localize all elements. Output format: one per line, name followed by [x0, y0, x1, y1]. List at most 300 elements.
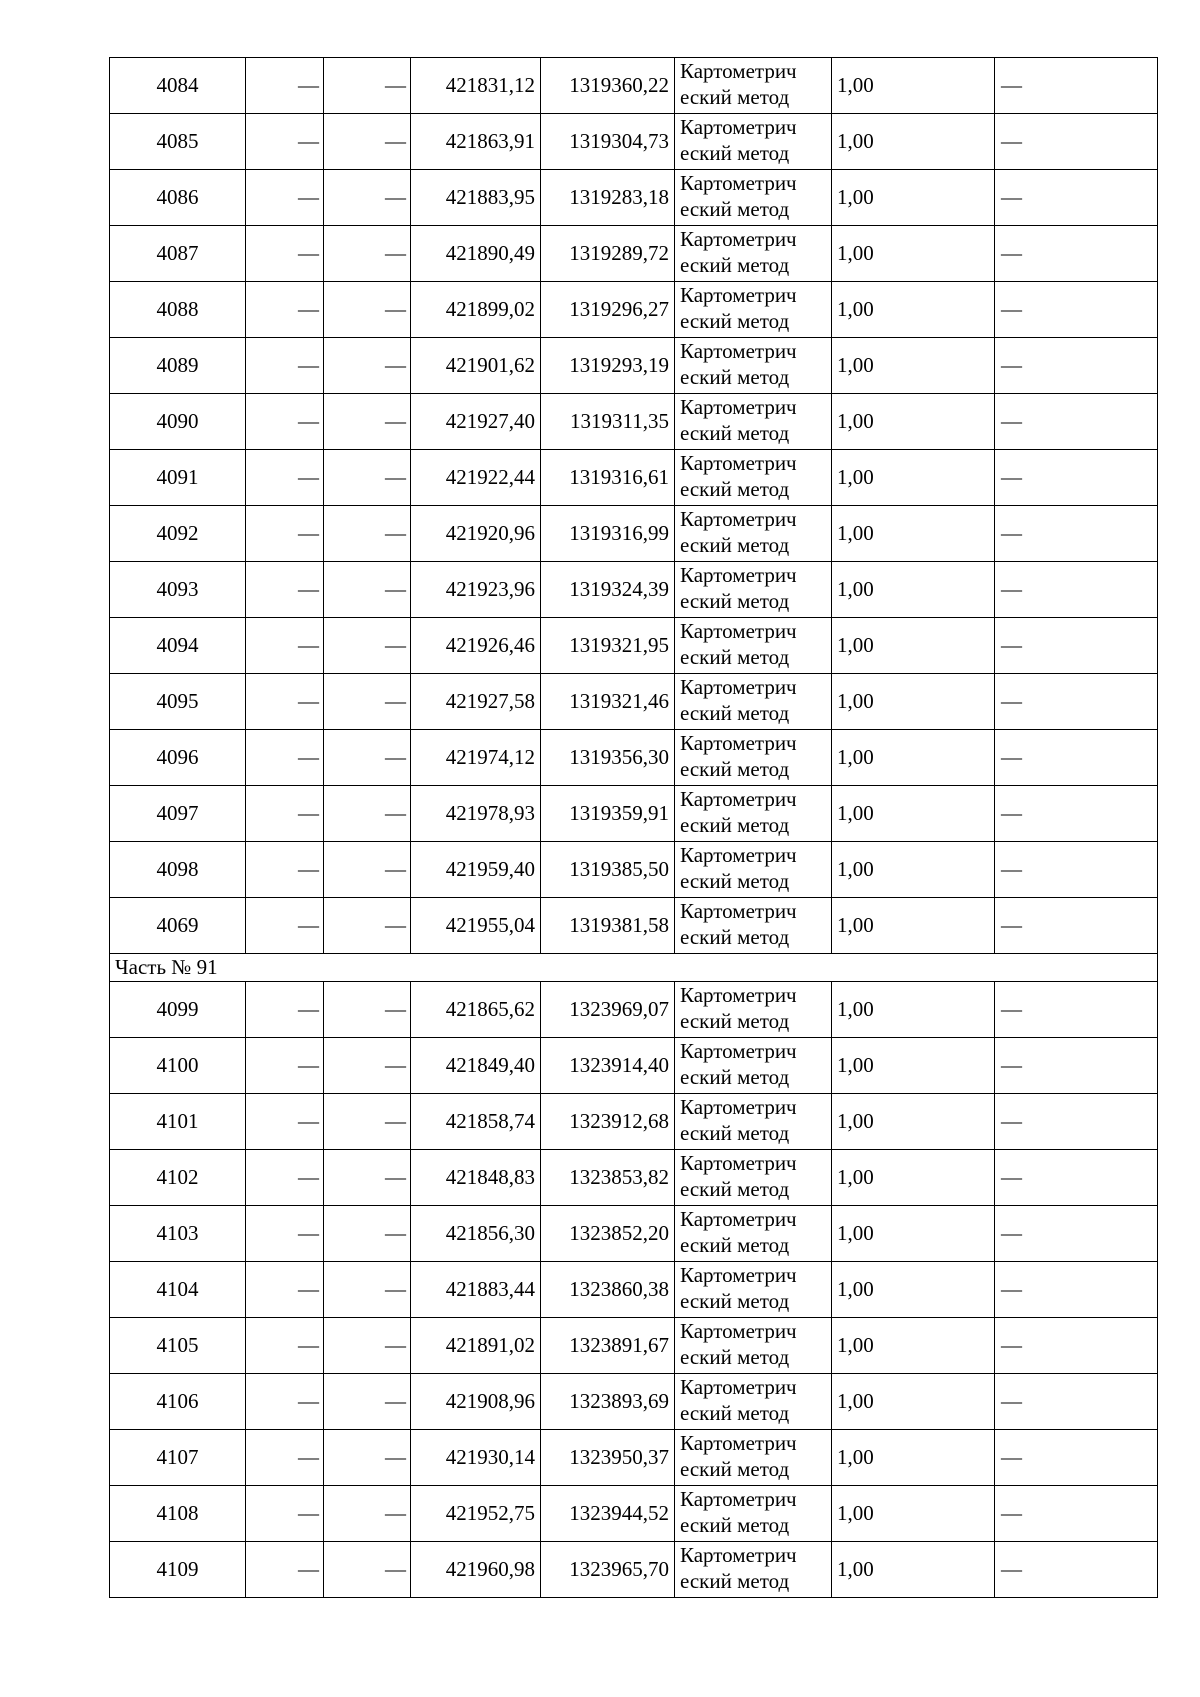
- method-line-2: еский метод: [680, 1345, 790, 1369]
- note-dash: —: [1001, 745, 1022, 769]
- method-line-1: Картометрич: [680, 59, 797, 83]
- point-number-cell: [110, 786, 246, 842]
- point-number-cell: [110, 394, 246, 450]
- empty-cell-2: [324, 786, 411, 842]
- empty-cell-1: [246, 1094, 324, 1150]
- accuracy-value: 1,00: [837, 521, 874, 545]
- method-cell: [675, 674, 832, 730]
- empty-cell-2: [324, 1486, 411, 1542]
- method-line-2: еский метод: [680, 925, 790, 949]
- dash-1: —: [298, 521, 319, 545]
- point-number-cell: [110, 1038, 246, 1094]
- point-number: 4088: [156, 297, 199, 321]
- y-coordinate: 1319359,91: [569, 801, 669, 825]
- dash-2: —: [385, 577, 406, 601]
- y-coordinate: 1319289,72: [569, 241, 669, 265]
- y-coordinate: 1319356,30: [569, 745, 669, 769]
- y-coordinate: 1319293,19: [569, 353, 669, 377]
- empty-cell-1: [246, 982, 324, 1038]
- point-number: 4094: [156, 633, 199, 657]
- empty-cell-1: [246, 1262, 324, 1318]
- method-line-2: еский метод: [680, 533, 790, 557]
- empty-cell-1: [246, 1318, 324, 1374]
- table-row: [110, 1150, 1158, 1206]
- y-coordinate-cell: [541, 1374, 675, 1430]
- table-row: [110, 1262, 1158, 1318]
- empty-cell-2: [324, 1262, 411, 1318]
- table-row: [110, 394, 1158, 450]
- point-number-cell: [110, 1318, 246, 1374]
- x-coordinate-cell: [411, 1374, 541, 1430]
- method-cell: [675, 1542, 832, 1598]
- y-coordinate-cell: [541, 1318, 675, 1374]
- method-line-1: Картометрич: [680, 843, 797, 867]
- table-row: [110, 1318, 1158, 1374]
- method-line-2: еский метод: [680, 253, 790, 277]
- accuracy-cell: [832, 786, 995, 842]
- point-number: 4087: [156, 241, 199, 265]
- note-cell: [995, 1430, 1158, 1486]
- table-row: [110, 1094, 1158, 1150]
- note-dash: —: [1001, 857, 1022, 881]
- method-line-1: Картометрич: [680, 339, 797, 363]
- method-line-2: еский метод: [680, 1569, 790, 1593]
- y-coordinate: 1323914,40: [569, 1053, 669, 1077]
- method-line-1: Картометрич: [680, 1375, 797, 1399]
- x-coordinate: 421959,40: [445, 857, 535, 881]
- accuracy-value: 1,00: [837, 1053, 874, 1077]
- dash-2: —: [385, 1221, 406, 1245]
- x-coordinate: 421899,02: [445, 297, 535, 321]
- note-cell: [995, 338, 1158, 394]
- y-coordinate-cell: [541, 170, 675, 226]
- x-coordinate-cell: [411, 58, 541, 114]
- x-coordinate-cell: [411, 394, 541, 450]
- empty-cell-1: [246, 338, 324, 394]
- point-number: 4101: [156, 1109, 199, 1133]
- empty-cell-1: [246, 674, 324, 730]
- point-number-cell: [110, 1542, 246, 1598]
- point-number: 4104: [156, 1277, 199, 1301]
- section-header-cell: [110, 954, 1158, 982]
- note-cell: [995, 226, 1158, 282]
- note-dash: —: [1001, 1389, 1022, 1413]
- table-row: [110, 1038, 1158, 1094]
- dash-1: —: [298, 241, 319, 265]
- y-coordinate-cell: [541, 1430, 675, 1486]
- point-number: 4089: [156, 353, 199, 377]
- accuracy-cell: [832, 898, 995, 954]
- dash-1: —: [298, 129, 319, 153]
- note-dash: —: [1001, 465, 1022, 489]
- method-line-2: еский метод: [680, 1233, 790, 1257]
- y-coordinate: 1323853,82: [569, 1165, 669, 1189]
- x-coordinate: 421891,02: [445, 1333, 535, 1357]
- dash-1: —: [298, 353, 319, 377]
- point-number: 4107: [156, 1445, 199, 1469]
- note-cell: [995, 114, 1158, 170]
- method-line-1: Картометрич: [680, 1207, 797, 1231]
- method-line-2: еский метод: [680, 1513, 790, 1537]
- x-coordinate-cell: [411, 842, 541, 898]
- dash-1: —: [298, 913, 319, 937]
- empty-cell-1: [246, 842, 324, 898]
- point-number-cell: [110, 982, 246, 1038]
- empty-cell-1: [246, 282, 324, 338]
- y-coordinate: 1319304,73: [569, 129, 669, 153]
- method-cell: [675, 58, 832, 114]
- y-coordinate: 1319283,18: [569, 185, 669, 209]
- empty-cell-1: [246, 1486, 324, 1542]
- point-number: 4103: [156, 1221, 199, 1245]
- accuracy-value: 1,00: [837, 409, 874, 433]
- empty-cell-2: [324, 674, 411, 730]
- y-coordinate: 1319311,35: [570, 409, 669, 433]
- x-coordinate: 421865,62: [445, 997, 535, 1021]
- accuracy-value: 1,00: [837, 1445, 874, 1469]
- point-number: 4106: [156, 1389, 199, 1413]
- empty-cell-1: [246, 1206, 324, 1262]
- point-number-cell: [110, 1430, 246, 1486]
- accuracy-cell: [832, 1374, 995, 1430]
- method-line-2: еский метод: [680, 1065, 790, 1089]
- method-cell: [675, 618, 832, 674]
- note-cell: [995, 1374, 1158, 1430]
- y-coordinate: 1323912,68: [569, 1109, 669, 1133]
- dash-1: —: [298, 297, 319, 321]
- accuracy-value: 1,00: [837, 353, 874, 377]
- y-coordinate-cell: [541, 114, 675, 170]
- empty-cell-1: [246, 898, 324, 954]
- accuracy-cell: [832, 450, 995, 506]
- x-coordinate-cell: [411, 450, 541, 506]
- method-line-2: еский метод: [680, 197, 790, 221]
- x-coordinate: 421858,74: [445, 1109, 535, 1133]
- method-cell: [675, 1374, 832, 1430]
- dash-1: —: [298, 857, 319, 881]
- y-coordinate-cell: [541, 786, 675, 842]
- method-cell: [675, 1430, 832, 1486]
- table-row: [110, 450, 1158, 506]
- table-row: [110, 1374, 1158, 1430]
- method-line-2: еский метод: [680, 309, 790, 333]
- dash-2: —: [385, 857, 406, 881]
- note-cell: [995, 1318, 1158, 1374]
- point-number: 4093: [156, 577, 199, 601]
- table-row: [110, 842, 1158, 898]
- note-dash: —: [1001, 129, 1022, 153]
- method-line-1: Картометрич: [680, 1487, 797, 1511]
- point-number-cell: [110, 58, 246, 114]
- section-header-row: [110, 954, 1158, 982]
- empty-cell-1: [246, 58, 324, 114]
- note-dash: —: [1001, 521, 1022, 545]
- empty-cell-2: [324, 170, 411, 226]
- method-line-2: еский метод: [680, 1121, 790, 1145]
- method-line-1: Картометрич: [680, 507, 797, 531]
- table-row: [110, 786, 1158, 842]
- empty-cell-2: [324, 114, 411, 170]
- x-coordinate-cell: [411, 338, 541, 394]
- point-number-cell: [110, 170, 246, 226]
- method-line-2: еский метод: [680, 757, 790, 781]
- accuracy-value: 1,00: [837, 1389, 874, 1413]
- dash-2: —: [385, 1277, 406, 1301]
- accuracy-cell: [832, 506, 995, 562]
- accuracy-cell: [832, 394, 995, 450]
- y-coordinate-cell: [541, 338, 675, 394]
- dash-2: —: [385, 633, 406, 657]
- accuracy-value: 1,00: [837, 633, 874, 657]
- accuracy-value: 1,00: [837, 129, 874, 153]
- x-coordinate-cell: [411, 1262, 541, 1318]
- dash-2: —: [385, 745, 406, 769]
- x-coordinate-cell: [411, 282, 541, 338]
- note-dash: —: [1001, 1053, 1022, 1077]
- empty-cell-1: [246, 506, 324, 562]
- point-number-cell: [110, 1486, 246, 1542]
- y-coordinate-cell: [541, 1542, 675, 1598]
- table-row: [110, 226, 1158, 282]
- point-number: 4109: [156, 1557, 199, 1581]
- empty-cell-1: [246, 1038, 324, 1094]
- y-coordinate: 1323944,52: [569, 1501, 669, 1525]
- dash-2: —: [385, 1165, 406, 1189]
- note-dash: —: [1001, 73, 1022, 97]
- point-number: 4084: [156, 73, 199, 97]
- method-line-2: еский метод: [680, 1401, 790, 1425]
- note-cell: [995, 170, 1158, 226]
- empty-cell-2: [324, 506, 411, 562]
- empty-cell-1: [246, 1374, 324, 1430]
- method-line-2: еский метод: [680, 869, 790, 893]
- method-line-1: Картометрич: [680, 983, 797, 1007]
- note-dash: —: [1001, 1277, 1022, 1301]
- accuracy-cell: [832, 674, 995, 730]
- accuracy-value: 1,00: [837, 1501, 874, 1525]
- point-number-cell: [110, 1374, 246, 1430]
- y-coordinate-cell: [541, 282, 675, 338]
- x-coordinate-cell: [411, 1150, 541, 1206]
- dash-2: —: [385, 689, 406, 713]
- method-line-1: Картометрич: [680, 115, 797, 139]
- point-number: 4108: [156, 1501, 199, 1525]
- point-number: 4090: [156, 409, 199, 433]
- method-cell: [675, 1094, 832, 1150]
- empty-cell-1: [246, 1430, 324, 1486]
- dash-1: —: [298, 409, 319, 433]
- y-coordinate-cell: [541, 1094, 675, 1150]
- empty-cell-2: [324, 1374, 411, 1430]
- dash-2: —: [385, 465, 406, 489]
- accuracy-cell: [832, 730, 995, 786]
- table-row: [110, 170, 1158, 226]
- y-coordinate: 1323969,07: [569, 997, 669, 1021]
- dash-2: —: [385, 521, 406, 545]
- dash-2: —: [385, 1501, 406, 1525]
- point-number-cell: [110, 1150, 246, 1206]
- accuracy-value: 1,00: [837, 1221, 874, 1245]
- method-cell: [675, 226, 832, 282]
- x-coordinate-cell: [411, 226, 541, 282]
- dash-2: —: [385, 1389, 406, 1413]
- accuracy-cell: [832, 1262, 995, 1318]
- empty-cell-2: [324, 338, 411, 394]
- method-line-2: еский метод: [680, 1457, 790, 1481]
- note-dash: —: [1001, 297, 1022, 321]
- method-cell: [675, 506, 832, 562]
- method-line-2: еский метод: [680, 1289, 790, 1313]
- empty-cell-2: [324, 1038, 411, 1094]
- empty-cell-2: [324, 1150, 411, 1206]
- table-row: [110, 674, 1158, 730]
- x-coordinate-cell: [411, 1038, 541, 1094]
- method-cell: [675, 114, 832, 170]
- method-cell: [675, 1486, 832, 1542]
- method-line-1: Картометрич: [680, 787, 797, 811]
- note-cell: [995, 1038, 1158, 1094]
- dash-2: —: [385, 409, 406, 433]
- note-dash: —: [1001, 997, 1022, 1021]
- accuracy-value: 1,00: [837, 185, 874, 209]
- empty-cell-2: [324, 1206, 411, 1262]
- method-cell: [675, 730, 832, 786]
- dash-1: —: [298, 1221, 319, 1245]
- dash-1: —: [298, 1557, 319, 1581]
- accuracy-cell: [832, 1150, 995, 1206]
- x-coordinate: 421890,49: [445, 241, 535, 265]
- dash-2: —: [385, 1053, 406, 1077]
- y-coordinate: 1319324,39: [569, 577, 669, 601]
- x-coordinate-cell: [411, 618, 541, 674]
- method-line-2: еский метод: [680, 645, 790, 669]
- empty-cell-2: [324, 562, 411, 618]
- note-dash: —: [1001, 1165, 1022, 1189]
- table-body: [110, 58, 1158, 1598]
- empty-cell-2: [324, 226, 411, 282]
- dash-2: —: [385, 73, 406, 97]
- empty-cell-1: [246, 450, 324, 506]
- point-number-cell: [110, 842, 246, 898]
- accuracy-cell: [832, 170, 995, 226]
- method-line-2: еский метод: [680, 589, 790, 613]
- dash-1: —: [298, 633, 319, 657]
- note-cell: [995, 282, 1158, 338]
- point-number: 4096: [156, 745, 199, 769]
- x-coordinate-cell: [411, 1542, 541, 1598]
- y-coordinate-cell: [541, 394, 675, 450]
- method-line-2: еский метод: [680, 365, 790, 389]
- accuracy-value: 1,00: [837, 465, 874, 489]
- point-number-cell: [110, 618, 246, 674]
- note-dash: —: [1001, 1501, 1022, 1525]
- method-cell: [675, 562, 832, 618]
- x-coordinate: 421831,12: [445, 73, 535, 97]
- accuracy-cell: [832, 1318, 995, 1374]
- method-cell: [675, 1206, 832, 1262]
- method-cell: [675, 338, 832, 394]
- note-dash: —: [1001, 1221, 1022, 1245]
- dash-1: —: [298, 1109, 319, 1133]
- x-coordinate: 421883,44: [445, 1277, 535, 1301]
- accuracy-value: 1,00: [837, 1333, 874, 1357]
- x-coordinate-cell: [411, 674, 541, 730]
- x-coordinate: 421978,93: [445, 801, 535, 825]
- accuracy-cell: [832, 226, 995, 282]
- accuracy-cell: [832, 282, 995, 338]
- method-line-1: Картометрич: [680, 899, 797, 923]
- dash-1: —: [298, 689, 319, 713]
- note-dash: —: [1001, 1333, 1022, 1357]
- note-cell: [995, 730, 1158, 786]
- note-dash: —: [1001, 577, 1022, 601]
- note-cell: [995, 58, 1158, 114]
- dash-2: —: [385, 1445, 406, 1469]
- note-dash: —: [1001, 1109, 1022, 1133]
- x-coordinate: 421908,96: [445, 1389, 535, 1413]
- x-coordinate-cell: [411, 730, 541, 786]
- note-cell: [995, 1262, 1158, 1318]
- empty-cell-2: [324, 282, 411, 338]
- method-cell: [675, 450, 832, 506]
- y-coordinate-cell: [541, 982, 675, 1038]
- method-cell: [675, 842, 832, 898]
- method-line-1: Картометрич: [680, 451, 797, 475]
- y-coordinate: 1319381,58: [569, 913, 669, 937]
- y-coordinate-cell: [541, 674, 675, 730]
- accuracy-value: 1,00: [837, 801, 874, 825]
- x-coordinate: 421848,83: [445, 1165, 535, 1189]
- empty-cell-1: [246, 786, 324, 842]
- x-coordinate: 421927,58: [445, 689, 535, 713]
- table-row: [110, 898, 1158, 954]
- method-line-1: Картометрич: [680, 619, 797, 643]
- x-coordinate-cell: [411, 898, 541, 954]
- method-line-1: Картометрич: [680, 731, 797, 755]
- table-row: [110, 618, 1158, 674]
- empty-cell-1: [246, 562, 324, 618]
- point-number: 4100: [156, 1053, 199, 1077]
- x-coordinate: 421926,46: [445, 633, 535, 657]
- empty-cell-2: [324, 1318, 411, 1374]
- x-coordinate-cell: [411, 1206, 541, 1262]
- method-cell: [675, 1038, 832, 1094]
- point-number: 4069: [156, 913, 199, 937]
- table-row: [110, 730, 1158, 786]
- empty-cell-2: [324, 898, 411, 954]
- table-row: [110, 1542, 1158, 1598]
- accuracy-value: 1,00: [837, 577, 874, 601]
- note-dash: —: [1001, 689, 1022, 713]
- accuracy-cell: [832, 982, 995, 1038]
- y-coordinate-cell: [541, 1206, 675, 1262]
- y-coordinate-cell: [541, 58, 675, 114]
- x-coordinate: 421901,62: [445, 353, 535, 377]
- dash-1: —: [298, 73, 319, 97]
- empty-cell-2: [324, 1094, 411, 1150]
- dash-1: —: [298, 1333, 319, 1357]
- accuracy-value: 1,00: [837, 241, 874, 265]
- method-line-1: Картометрич: [680, 1543, 797, 1567]
- x-coordinate: 421922,44: [445, 465, 535, 489]
- point-number-cell: [110, 506, 246, 562]
- method-line-1: Картометрич: [680, 1095, 797, 1119]
- dash-2: —: [385, 1557, 406, 1581]
- empty-cell-2: [324, 982, 411, 1038]
- accuracy-cell: [832, 1206, 995, 1262]
- y-coordinate-cell: [541, 730, 675, 786]
- method-cell: [675, 1318, 832, 1374]
